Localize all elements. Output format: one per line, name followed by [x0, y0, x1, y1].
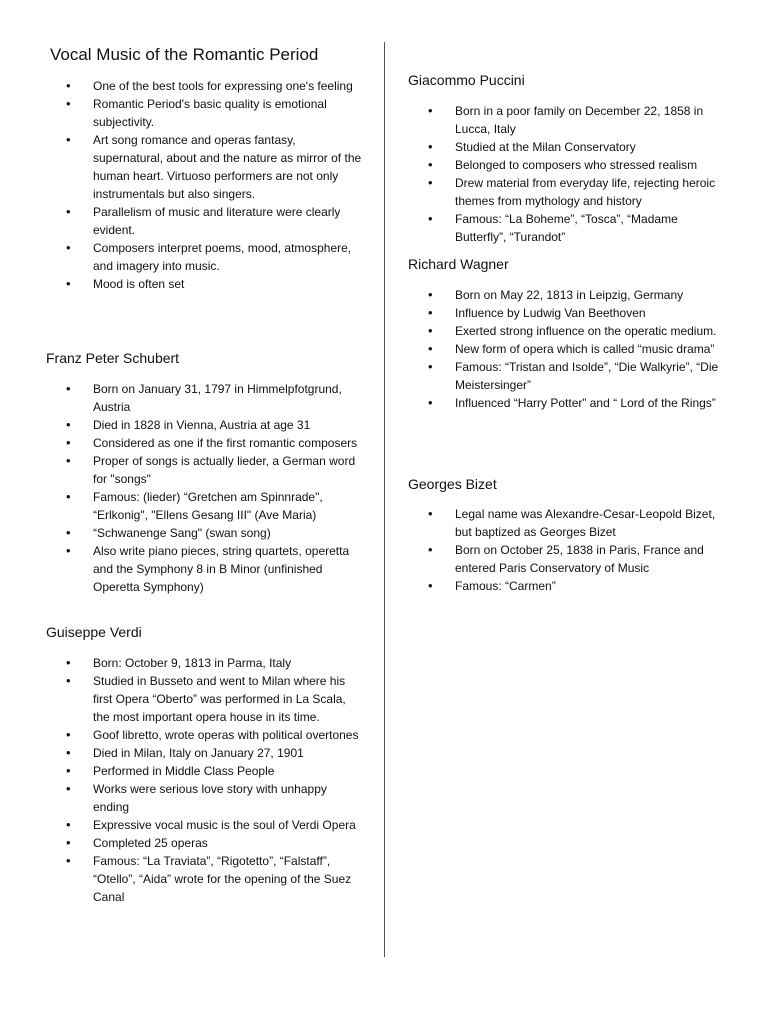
- list-item: • Born on October 25, 1838 in Paris, France and entered Paris Conservatory of Music: [408, 541, 728, 577]
- verdi-heading: Guiseppe Verdi: [46, 624, 142, 640]
- list-item: • New form of opera which is called “music drama”: [408, 340, 728, 358]
- list-item: • Studied in Busseto and went to Milan where his first Opera “Oberto” was performed in La Scala, the most important opera house in its time.: [46, 672, 362, 726]
- intro-list: [46, 77, 362, 293]
- list-item: • Proper of songs is actually lieder, a German word for "songs": [46, 452, 362, 488]
- wagner-heading: Richard Wagner: [408, 256, 509, 272]
- list-item: • Composers interpret poems, mood, atmosphere, and imagery into music.: [46, 239, 362, 275]
- list-item: • Works were serious love story with unhappy ending: [46, 780, 362, 816]
- list-item: • Died in Milan, Italy on January 27, 1901: [46, 744, 362, 762]
- list-item: • Born on May 22, 1813 in Leipzig, Germany: [408, 286, 728, 304]
- verdi-list: [46, 654, 362, 906]
- list-item: • Exerted strong influence on the operatic medium.: [408, 322, 728, 340]
- schubert-heading: Franz Peter Schubert: [46, 350, 180, 366]
- puccini-list: [408, 102, 728, 246]
- list-item: • Expressive vocal music is the soul of Verdi Opera: [46, 816, 362, 834]
- list-item: • Art song romance and operas fantasy, supernatural, about and the nature as mirror of the human heart. Virtuoso performers are not only instrumentals but also singers.: [46, 131, 362, 203]
- list-item: • Famous: “La Boheme”, “Tosca”, “Madame Butterfly”, “Turandot”: [408, 210, 728, 246]
- list-item: • Famous: “Carmen”: [408, 577, 728, 595]
- list-item: • Also write piano pieces, string quartets, operetta and the Symphony 8 in B Minor (unfinished Operetta Symphony): [46, 542, 362, 596]
- page-title: Vocal Music of the Romantic Period: [50, 45, 319, 64]
- puccini-heading: Giacommo Puccini: [408, 72, 525, 88]
- list-item: • Drew material from everyday life, rejecting heroic themes from mythology and history: [408, 174, 728, 210]
- column-divider: [384, 42, 385, 957]
- list-item: • Studied at the Milan Conservatory: [408, 138, 728, 156]
- list-item: • Famous: “La Traviata”, “Rigotetto”, “Falstaff”, “Otello”, “Aida” wrote for the opening of the Suez Canal: [46, 852, 362, 906]
- list-item: • Mood is often set: [46, 275, 362, 293]
- list-item: • Performed in Middle Class People: [46, 762, 362, 780]
- list-item: • Died in 1828 in Vienna, Austria at age 31: [46, 416, 362, 434]
- list-item: • Legal name was Alexandre-Cesar-Leopold Bizet, but baptized as Georges Bizet: [408, 505, 728, 541]
- list-item: • Born in a poor family on December 22, 1858 in Lucca, Italy: [408, 102, 728, 138]
- list-item: • Born: October 9, 1813 in Parma, Italy: [46, 654, 362, 672]
- list-item: • Born on January 31, 1797 in Himmelpfotgrund, Austria: [46, 380, 362, 416]
- list-item: • Considered as one if the first romantic composers: [46, 434, 362, 452]
- list-item: • Belonged to composers who stressed realism: [408, 156, 728, 174]
- list-item: • Completed 25 operas: [46, 834, 362, 852]
- list-item: • Influenced “Harry Potter” and “ Lord of the Rings”: [408, 394, 728, 412]
- list-item: • One of the best tools for expressing one's feeling: [46, 77, 362, 95]
- list-item: • Famous: (lieder) “Gretchen am Spinnrade", “Erlkonig", "Ellens Gesang III" (Ave Maria): [46, 488, 362, 524]
- bizet-list: [408, 505, 728, 595]
- schubert-list: [46, 380, 362, 596]
- list-item: • Romantic Period's basic quality is emotional subjectivity.: [46, 95, 362, 131]
- list-item: • Famous: “Tristan and Isolde”, “Die Walkyrie”, “Die Meistersinger”: [408, 358, 728, 394]
- list-item: • Parallelism of music and literature were clearly evident.: [46, 203, 362, 239]
- list-item: • Goof libretto, wrote operas with political overtones: [46, 726, 362, 744]
- wagner-list: [408, 286, 728, 412]
- list-item: • “Schwanenge Sang" (swan song): [46, 524, 362, 542]
- list-item: • Influence by Ludwig Van Beethoven: [408, 304, 728, 322]
- bizet-heading: Georges Bizet: [408, 476, 497, 492]
